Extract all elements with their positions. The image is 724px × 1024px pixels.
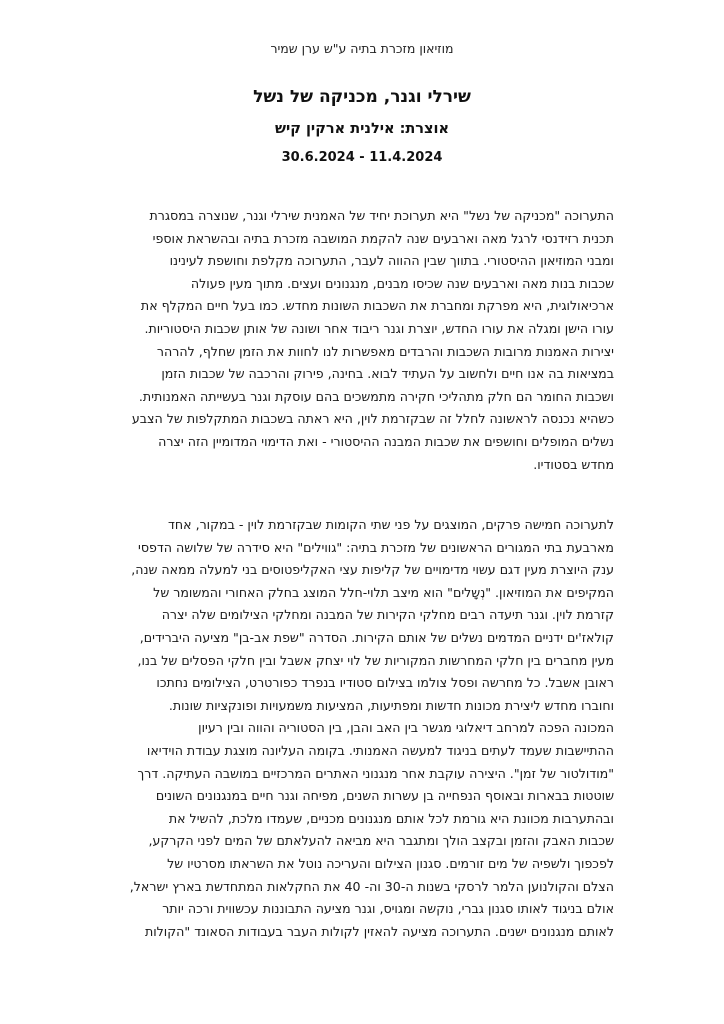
text-line: הצלם והקולנוען הלמר לרסקי בשנות ה-30 וה- 40 את החקלאות המתחדשת בארץ ישראל, [129, 878, 614, 894]
text-line: יצירות האמנות מרובות השכבות והרבדים מאפשרות לנו לחוות את הזמן שחלף, להרהר [156, 343, 614, 359]
paragraph-chapters [108, 514, 614, 943]
text-line: מעין מחברים בין חלקי המחרשות המקוריות של לוי יצחק אשבל ובין חלקי הפסלים של בנו, [137, 652, 614, 668]
text-line: כשהיא נכנסה לראשונה לחלל זה שבקזרמת לוין, היא ראתה בשכבות המתקלפות של הצבע [131, 411, 614, 427]
text-line: התערוכה "מכניקה של נשל" היא תערוכת יחיד של האמנית שירלי וגנר, שנוצרה במסגרת [149, 208, 614, 223]
paragraph-intro [108, 205, 614, 476]
text-line: עורו הישן ומגלה את עורו החדש, יוצרת וגנר ריבוד אחר ושונה של אותן שכבות היסטוריות. [144, 320, 614, 336]
exhibition-dates: 30.6.2024 - 11.4.2024 [281, 150, 443, 165]
text-line: מארבעת בתי המגורים הראשונים של מזכרת בתיה: "גווילים" היא סידרה של שלושה הדפסי [138, 539, 614, 555]
text-line: המקיפים את המוזיאון. "נְשָלים" הוא מיצב תלוי-חלל המוצג בחלק האחורי והמשומר של [153, 584, 614, 600]
text-line: שכבות האבק והזמן ובקצב הולך ומתגבר היא מביאה להעלאתם של המים לפני הקרקע, [148, 833, 614, 849]
text-line: לפכפוך ולשפיה של מים זורמים. סגנון הצילום והעריכה נוטל את השראתו מסרטיו של [167, 855, 614, 871]
text-line: קולאז'ים ידניים המדמים נשלים של אותם הקירות. הסדרה "שפת אב-בן" מציעה היברידים, [139, 629, 614, 645]
text-line: לתערוכה חמישה פרקים, המוצגים על פני שתי הקומות שבקזרמת לוין - במקור, אחד [168, 517, 614, 532]
text-line: תכנית רזידנסי לרגל מאה וארבעים שנה להקמת המושבה מזכרת בתיה ובהשראת אוספי [152, 230, 614, 246]
curator-line: אוצרת: אילנית ארקין קיש [274, 121, 450, 137]
text-line: ובהתערבות מכוונת היא גורמת לכל אותם מנגנונים מכניים, שעמדו מלכת, להשיל את [168, 810, 614, 826]
text-line: מחדש בסטודיו. [533, 456, 614, 472]
exhibition-title: שירלי וגנר, מכניקה של נשל [253, 87, 471, 107]
text-line: ההתיישבות שעמד לעתים בניגוד למעשה האמנותי. בקומה העליונה מוצגת עבודת הוידיאו [146, 742, 614, 758]
text-line: ושכבות החומר הם חלק מתהליכי חקירה מתמשכים בהם עוסקת וגנר בעשייתה האמנותית. [138, 388, 614, 404]
text-line: וחוברו מחדש ליצירת מכונות חדשות ומפתיעות, המציעות משמעויות ופונקציות שונות. [168, 697, 614, 713]
text-line: ארכיאולוגית, היא מפרקת ומחברת את השכבות השונות מחדש. כמו בעל חיים המקלף את [140, 298, 614, 314]
museum-name: מוזיאון מזכרת בתיה ע"ש ערן שמיר [270, 41, 454, 56]
text-line: קזרמת לוין. וגנר תיעדה רבים מחלקי הקירות של המבנה ומחלקי הצילומים שלה יצרה [161, 607, 614, 623]
text-line: ענק היוצרת מעין דגם עשוי מדימויים של קליפות עצי האקליפטוסים בני למעלה ממאה שנה, [131, 562, 614, 578]
text-line: שוטטות בבארות ובאוסף הנפחייה בן עשרות השנים, מפיחה וגנר חיים במנגנונים השונים [155, 788, 614, 804]
text-line: לאותם מנגנונים ישנים. התערוכה מציעה להאזין לקולות העבר בעבודות הסאונד "הקולות [144, 923, 614, 939]
text-line: אולם בניגוד לאותו סגנון גברי, נוקשה ומגויס, וגנר מציעה התבוננות עכשווית ורכה יותר [162, 901, 614, 917]
text-line: ראובן אשבל. כל מחרשה ופסל צולמו בצילום סטודיו בנפרד כפורטרט, הצילומים נחתכו [156, 675, 614, 691]
text-line: במציאות בה אנו חיים ולחשוב על העתיד לבוא. בחינה, פירוק והרכבה של שכבות הזמן [161, 366, 614, 382]
text-line: המכונה הפכה למרחב דיאלוגי מגשר בין האב והבן, בין הסטוריה והווה ובין רעיון [198, 720, 614, 736]
text-line: ומבני המוזיאון ההיסטורי. בתווך שבין ההווה לעבר, התערוכה מקלפת וחושפת לעינינו [169, 253, 614, 269]
text-line: שכבות בנות מאה וארבעים שנה שכיסו מבנים, מנגנונים ועצים. מתוך מעין פעולה [190, 275, 614, 291]
text-line: "מודולטור של זמן". היצירה עוקבת אחר מנגנוני האתרים המרכזיים במושבה העתיקה. דרך [137, 765, 614, 781]
text-line: נשלים המופלים וחושפים את שכבות המבנה ההיסטורי - ואת הדימוי המדומיין הזה יצרה [158, 433, 614, 449]
